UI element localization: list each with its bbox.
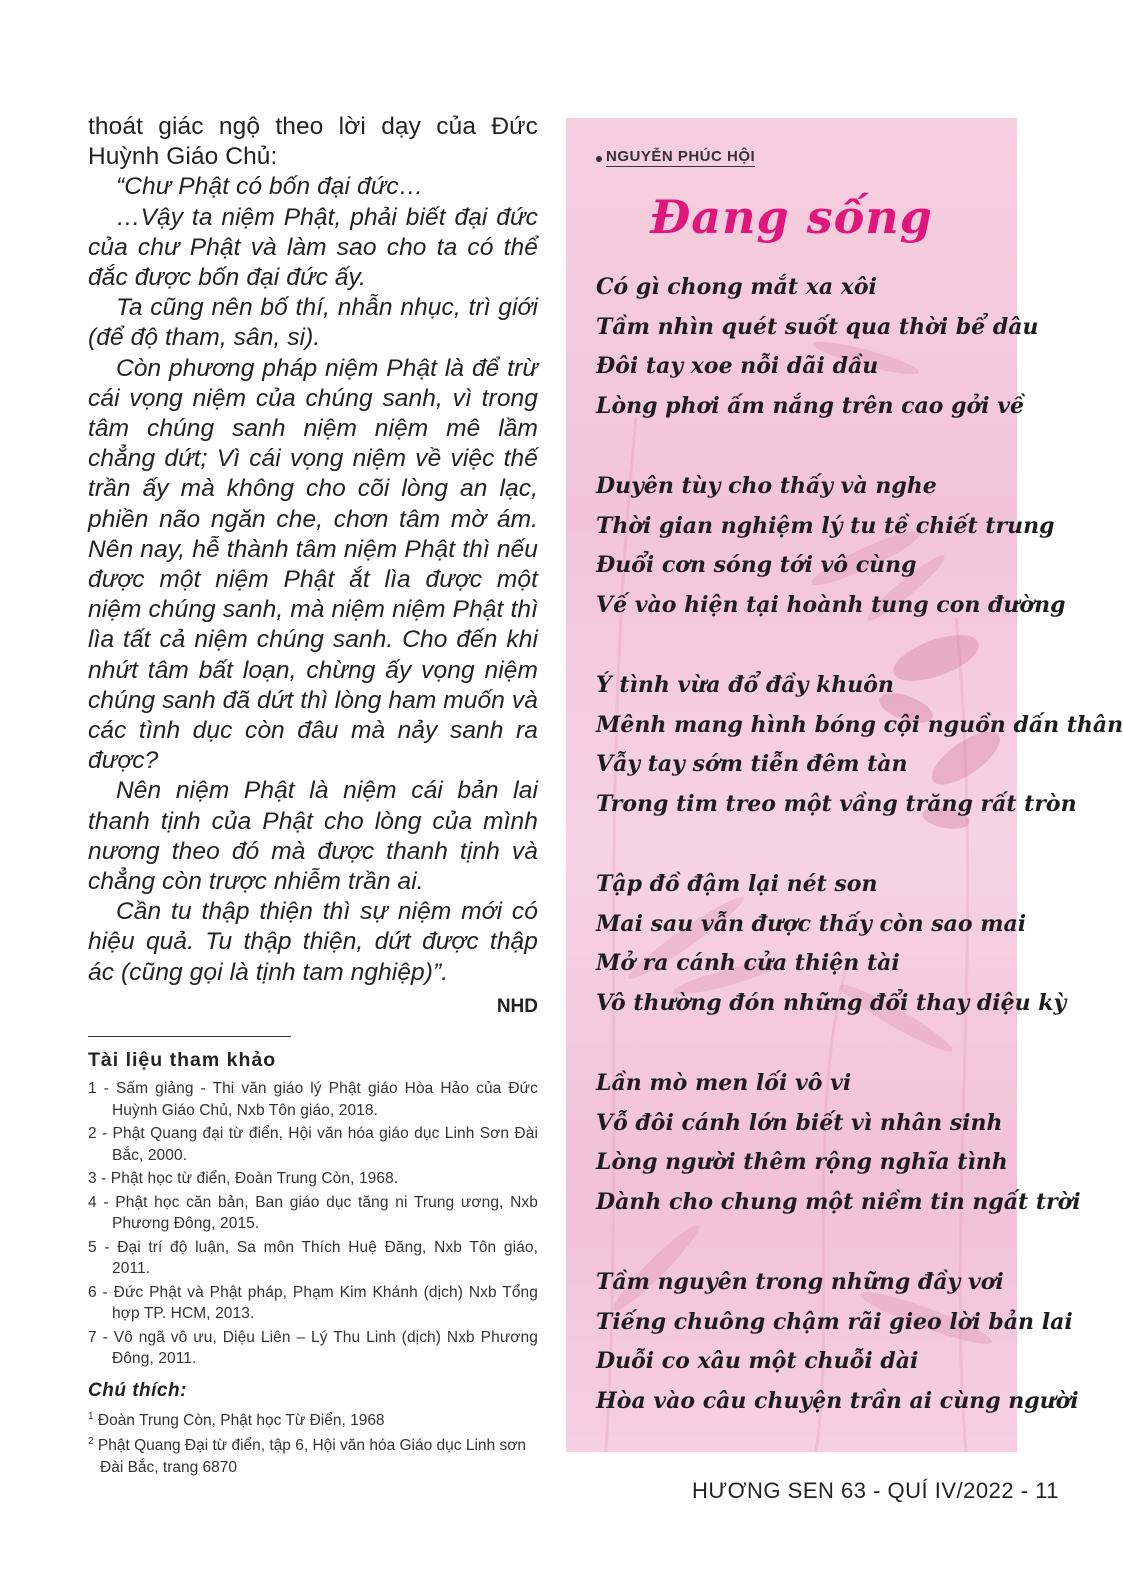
reference-item: 7 - Vô ngã vô ưu, Diệu Liên – Lý Thu Linh (dịch) Nxb Phương Đông, 2011. <box>88 1328 538 1367</box>
quote-paragraph: Nên niệm Phật là niệm cái bản lai thanh tịnh của Phật cho lòng của mình nương theo đó mà được thanh tịnh và chẳng còn trược nhiễm trần ai. <box>88 777 538 896</box>
poem-line: Có gì chong mắt xa xôi <box>596 274 877 300</box>
quote-paragraph: Ta cũng nên bố thí, nhẫn nhục, trì giới (để độ tham, sân, si). <box>88 294 538 352</box>
page-folio: HƯƠNG SEN 63 - QUÍ IV/2022 - 11 <box>692 1478 1059 1503</box>
reference-item: 1 - Sấm giảng - Thi văn giáo lý Phật giáo Hòa Hảo của Đức Huỳnh Giáo Chủ, Nxb Tôn giáo, 2018. <box>88 1080 538 1119</box>
stanza <box>596 1064 1081 1222</box>
author-signature: NHD <box>496 995 538 1017</box>
quote-paragraph: Còn phương pháp niệm Phật là để trừ cái vọng niệm của chúng sanh, vì trong tâm chúng sanh niệm niệm mê lầm chẳng dứt; Vì cái vọng niệm về việc thế trần ấy mà không cho cõi lòng an lạc, phiền não ngăn che, chơn tâm mờ ám. Nên nay, hễ thành tâm niệm Phật thì nếu được một niệm Phật ắt lìa được một niệm chúng sanh, mà niệm niệm Phật thì lìa tất cả niệm chúng sanh. Cho đến khi nhứt tâm bất loạn, chừng ấy vọng niệm chúng sanh đã dứt thì lòng ham muốn và các tình dục còn đâu mà nảy sanh ra được? <box>88 354 538 775</box>
reference-item: 2 - Phật Quang đại từ điển, Hội văn hóa giáo dục Linh Sơn Đài Bắc, 2000. <box>88 1125 538 1164</box>
poem-line: Đôi tay xoe nỗi dãi dầu <box>596 353 879 379</box>
poem-line: Tập đồ đậm lại nét son <box>596 871 878 897</box>
poem-line: Mai sau vẫn được thấy còn sao mai <box>596 910 1027 937</box>
poem-body <box>596 268 1123 1462</box>
footnote-text: Đoàn Trung Còn, Phật học Từ Điển, 1968 <box>97 1411 385 1429</box>
footnote <box>88 1406 538 1432</box>
poem-line: Duỗi co xâu một chuỗi dài <box>596 1348 919 1374</box>
poem-line: Vế vào hiện tại hoành tung con đường <box>596 591 1066 618</box>
footnote <box>88 1431 538 1478</box>
footnotes-heading: Chú thích: <box>88 1379 187 1401</box>
poem-line: Vẫy tay sớm tiễn đêm tàn <box>596 751 908 777</box>
quote-paragraph: …Vậy ta niệm Phật, phải biết đại đức của chư Phật và làm sao cho ta có thể đắc được bốn đại đức ấy. <box>88 203 538 292</box>
poem-line: Lòng người thêm rộng nghĩa tình <box>596 1149 1008 1175</box>
references-heading: Tài liệu tham khảo <box>88 1049 277 1071</box>
poem-line: Hòa vào câu chuyện trần ai cùng người <box>596 1387 1079 1414</box>
article-body <box>88 112 538 1018</box>
stanza <box>596 666 1123 824</box>
reference-item: 6 - Đức Phật và Phật pháp, Phạm Kim Khánh (dịch) Nxb Tổng hợp TP. HCM, 2013. <box>88 1283 538 1322</box>
poem-line: Dành cho chung một niềm tin ngất trời <box>596 1188 1081 1215</box>
stanza <box>596 1263 1079 1421</box>
references-section <box>88 1036 538 1478</box>
reference-item: 3 - Phật học từ điển, Đoàn Trung Còn, 1968. <box>88 1170 399 1187</box>
poem-line: Mở ra cánh cửa thiện tài <box>596 950 900 976</box>
poem-line: Tầm nhìn quét suốt qua thời bể dâu <box>596 313 1039 340</box>
poem-line: Lòng phơi ấm nắng trên cao gởi về <box>596 392 1024 419</box>
footnote-text: Phật Quang Đại từ điển, tập 6, Hội văn hóa Giáo dục Linh sơn Đài Bắc, trang 6870 <box>97 1437 526 1476</box>
divider <box>88 1036 291 1037</box>
footnotes-section <box>88 1380 538 1479</box>
poem-panel <box>566 118 1123 1452</box>
stanza <box>596 865 1067 1023</box>
poem-line: Tiếng chuông chậm rãi gieo lời bản lai <box>596 1308 1073 1335</box>
poem-author-name: NGUYỄN PHÚC HỘI <box>606 148 756 165</box>
quote-paragraph: “Chư Phật có bốn đại đức… <box>116 173 424 201</box>
poem-author <box>596 148 755 165</box>
poem-line: Thời gian nghiệm lý tu tề chiết trung <box>596 512 1055 539</box>
bullet-icon <box>596 156 602 162</box>
poem-line: Tầm nguyên trong những đầy vơi <box>596 1269 1004 1295</box>
stanza <box>596 268 1039 426</box>
quote-paragraph: Cần tu thập thiện thì sự niệm mới có hiệu quả. Tu thập thiện, dứt được thập ác (cũng gọi là tịnh tam nghiệp)”. <box>88 898 538 986</box>
poem-line: Vỗ đôi cánh lớn biết vì nhân sinh <box>596 1109 1003 1136</box>
poem-line: Trong tim treo một vầng trăng rất tròn <box>596 790 1077 817</box>
paragraph: thoát giác ngộ theo lời dạy của Đức Huỳnh Giáo Chủ: <box>88 113 538 171</box>
poem-line: Đuổi cơn sóng tới vô cùng <box>596 552 917 578</box>
footnote-mark: 2 <box>88 1436 94 1448</box>
poem-title: Đang sống <box>650 190 933 244</box>
stanza <box>596 467 1066 625</box>
poem-line: Mênh mang hình bóng cội nguồn dấn thân <box>596 711 1123 738</box>
reference-item: 4 - Phật học căn bản, Ban giáo dục tăng ni Trung ương, Nxb Phương Đông, 2015. <box>88 1193 538 1232</box>
footnote-mark: 1 <box>88 1410 94 1422</box>
reference-item: 5 - Đại trí độ luận, Sa môn Thích Huệ Đăng, Nxb Tôn giáo, 2011. <box>88 1238 538 1277</box>
poem-line: Vô thường đón những đổi thay diệu kỳ <box>596 989 1067 1016</box>
poem-line: Duyên tùy cho thấy và nghe <box>596 473 937 499</box>
poem-line: Lần mò men lối vô vi <box>596 1070 852 1096</box>
poem-line: Ý tình vừa đổ đầy khuôn <box>596 672 894 698</box>
